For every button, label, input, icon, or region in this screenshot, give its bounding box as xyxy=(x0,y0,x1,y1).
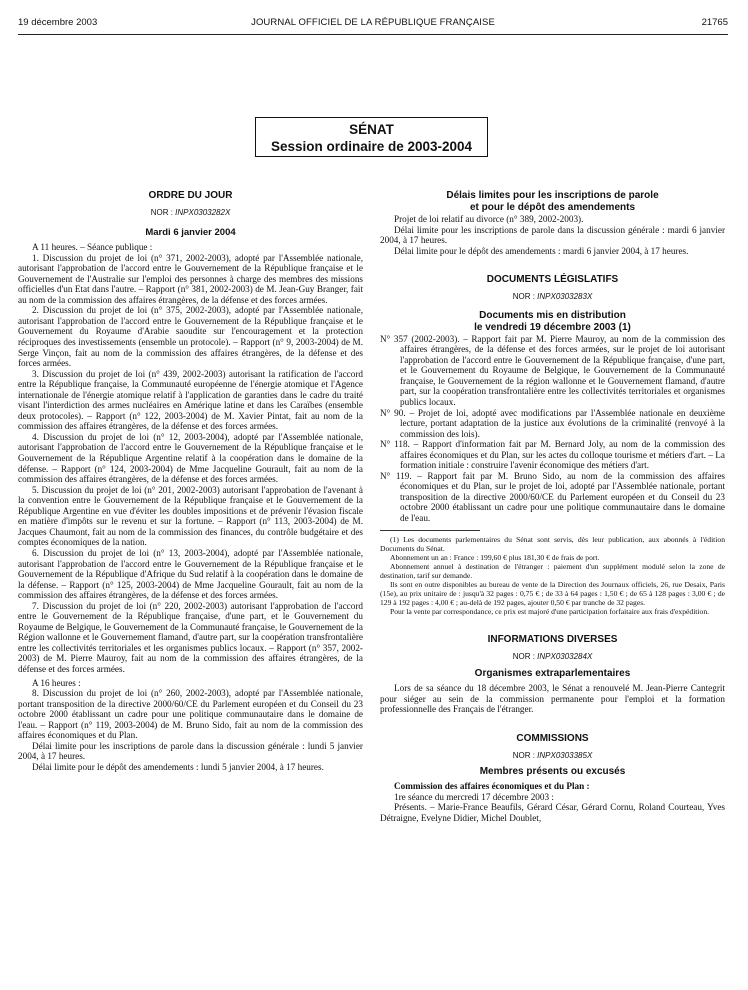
running-header xyxy=(18,18,728,30)
session-date: Mardi 6 janvier 2004 xyxy=(145,226,236,238)
time-slot-1: A 11 heures. – Séance publique : xyxy=(32,242,153,253)
delais-title: Délais limites pour les inscriptions de parole et pour le dépôt des amendements xyxy=(446,190,659,213)
document-item: N° 119. – Rapport fait par M. Bruno Sido, au nom de la commission des affaires économiques et du Plan, sur le projet de loi, adopté par l'Assemblée nationale, portant transposition de la directive 2000/60/CE du Parlement européen et du Conseil du 23 octobre 2000 établissant un cadre pour une politique communautaire dans le domaine de l'eau. xyxy=(380,470,725,524)
header-journal: JOURNAL OFFICIEL DE LA RÉPUBLIQUE FRANÇAISE xyxy=(251,17,495,28)
delais-inscriptions: Délai limite pour les inscriptions de parole dans la discussion générale : mardi 6 janvier 2004, à 17 heures. xyxy=(380,224,725,246)
senat-banner xyxy=(255,117,488,157)
informations-nor: NOR : INPX0303284X xyxy=(512,652,593,662)
document-item: N° 357 (2002-2003). – Rapport fait par M. Pierre Mauroy, au nom de la commission des affaires étrangères, de la défense et des forces armées, sur le projet de loi autorisant l'approbation de l'accord entre le Gouvernement de la République française, d'une part, et le Gouvernement du Royaume de Belgique, le Gouvernement de la Communauté française, le Gouvernement de la région wallonne et le Gouvernement flamand, d'autre part, sur la coopération transfrontalière entre les collectivités territoriales et organismes publics locaux. xyxy=(380,333,725,408)
footnote-rule xyxy=(380,530,480,531)
agenda-item: 8. Discussion du projet de loi (n° 260, 2002-2003), adopté par l'Assemblée nationale, portant transposition de la directive 2000/60/CE du Parlement européen et du Conseil du 23 octobre 2000 établissant un cadre pour une politique communautaire dans le domaine de l'eau. – Rapport (n° 119, 2003-2004) de M. Bruno Sido, fait au nom de la commission des affaires économiques et du Plan. xyxy=(18,688,363,741)
agenda-item: 7. Discussion du projet de loi (n° 220, 2002-2003) autorisant l'approbation de l'accord entre le Gouvernement de la République française, d'une part, et le Gouvernement du Royaume de Belgique, le Gouvernement de la Communauté française, le Gouvernement de la Région wallonne et le Gouvernement flamand, d'autre part, sur la coopération transfrontalière entre les collectivités territoriales et les organismes publics locaux. – Rapport (n° 357, 2002-2003) de M. Pierre Mauroy, fait au nom de la commission des affaires étrangères, de la défense et des forces armées. xyxy=(18,600,363,674)
agenda-item: 1. Discussion du projet de loi (n° 371, 2002-2003), adopté par l'Assemblée nationale, autorisant l'approbation de l'accord entre le Gouvernement de la République française et le Gouvernement de l'Australie sur l'emploi des personnes à charge des membres des missions officielles d'un Etat dans l'autre. – Rapport (n° 381, 2002-2003) de M. Jean-Guy Branger, fait au nom de la commission des affaires étrangères, de la défense et des forces armées. xyxy=(18,252,363,305)
membres-subtitle: Membres présents ou excusés xyxy=(479,766,626,778)
ordre-du-jour-nor: NOR : INPX0303282X xyxy=(150,208,231,217)
commissions-title: COMMISSIONS xyxy=(516,732,589,744)
documents-list xyxy=(380,334,725,524)
delai-amendements: Délai limite pour le dépôt des amendements : lundi 5 janvier 2004, à 17 heures. xyxy=(32,761,324,772)
header-rule xyxy=(18,34,728,35)
footnote: (1) Les documents parlementaires du Sénat sont servis, dès leur publication, aux abonnés à l'édition Documents du Sénat. Abonnement un an : France : 199,60 € plus 181,30 € de frais de port. Abonnement annuel à destination de l'étranger : paiement d'un supplément modulé selon la zone de destination, tarif sur demande. Ils sont en outre disponibles au bureau de vente de la Direction des Journaux officiels, 26, rue Desaix, Paris (15e), au prix unitaire de : jusqu'à 32 pages : 0,75 € ; de 33 à 64 pages : 1,50 € ; de 65 à 128 pages : 3,00 € ; de 129 à 192 pages : 4,00 € ; au-delà de 192 pages, ajouter 0,50 € par tranche de 32 pages. Pour la vente par correspondance, ce prix est majoré d'une participation forfaitaire aux frais d'expédition. xyxy=(380,534,725,617)
commissions-nor: NOR : INPX0303385X xyxy=(512,750,593,760)
commission-name: Commission des affaires économiques et du Plan : xyxy=(394,781,590,792)
banner-subtitle: Session ordinaire de 2003-2004 xyxy=(270,139,473,154)
header-page-number: 21765 xyxy=(701,17,728,28)
right-column xyxy=(380,190,725,823)
delais-projet: Projet de loi relatif au divorce (n° 389, 2002-2003). xyxy=(394,214,584,224)
document-item: N° 118. – Rapport d'information fait par M. Bernard Joly, au nom de la commission des affaires économiques et du Plan, sur les actes du colloque tourisme et métiers d'art. – La formation initiale : construire l'avenir économique des métiers d'art. xyxy=(380,439,725,471)
agenda-item: 4. Discussion du projet de loi (n° 12, 2003-2004), adopté par l'Assemblée nationale, autorisant l'approbation de l'accord entre le Gouvernement de la République française et le Gouvernement de la République Argentine relatif à la coopération dans le domaine de la défense. – Rapport (n° 124, 2003-2004) de Mme Jacqueline Gourault, fait au nom de la commission des affaires étrangères, de la défense et des forces armées. xyxy=(18,431,363,485)
agenda-item: 6. Discussion du projet de loi (n° 13, 2003-2004), adopté par l'Assemblée nationale, autorisant l'approbation de l'accord entre le Gouvernement de la République française et le Gouvernement de la République d'Afrique du Sud relatif à la coopération dans le domaine de la défense. – Rapport (n° 125, 2003-2004) de Mme Jacqueline Gourault, fait au nom de la commission des affaires étrangères, de la défense et des forces armées. xyxy=(18,547,363,601)
seance-date: 1re séance du mercredi 17 décembre 2003 : xyxy=(394,791,554,802)
ordre-du-jour-title: ORDRE DU JOUR xyxy=(148,190,233,201)
banner-title: SÉNAT xyxy=(349,122,394,137)
delai-inscriptions: Délai limite pour les inscriptions de parole dans la discussion générale : lundi 5 janvier 2004, à 17 heures. xyxy=(18,740,363,762)
documents-subtitle: Documents mis en distribution le vendredi 19 décembre 2003 (1) xyxy=(474,309,631,333)
agenda-item: 3. Discussion du projet de loi (n° 439, 2002-2003) autorisant la ratification de l'accord entre la République française, la Communauté européenne de l'énergie atomique et l'Agence internationale de l'énergie atomique relatif à l'application de garanties dans le cadre du traité visant l'interdiction des armes nucléaires en Amérique latine et dans les Caraïbes (ensemble deux protocoles). – Rapport (n° 122, 2003-2004) de M. Xavier Pintat, fait au nom de la commission des affaires étrangères, de la défense et des forces armées. xyxy=(18,368,363,432)
organismes-text: Lors de sa séance du 18 décembre 2003, le Sénat a renouvelé M. Jean-Pierre Cantegrit pour siéger au sein de la commission permanente pour l'emploi et la formation professionnelle des Français de l'étranger. xyxy=(380,682,725,715)
documents-nor: NOR : INPX0303283X xyxy=(512,292,593,302)
time-slot-2: A 16 heures : xyxy=(32,677,81,688)
left-column xyxy=(18,190,363,772)
document-item: N° 90. – Projet de loi, adopté avec modifications par l'Assemblée nationale en deuxième lecture, portant adaptation de la justice aux évolutions de la criminalité (renvoyé à la commission des lois). xyxy=(380,407,725,439)
header-date: 19 décembre 2003 xyxy=(18,17,98,28)
agenda-item: 5. Discussion du projet de loi (n° 201, 2002-2003) autorisant l'approbation de l'avenant à la convention entre le Gouvernement de la République française et le Gouvernement de la République Argentine en vue d'éviter les doubles impositions et de prévenir l'évasion fiscale en matière d'impôts sur le revenu et sur la fortune. – Rapport (n° 113, 2003-2004) de M. Jacques Chaumont, fait au nom de la commission des finances, du contrôle budgétaire et des comptes économiques de la nation. xyxy=(18,484,363,548)
agenda-items xyxy=(18,253,363,675)
informations-diverses-title: INFORMATIONS DIVERSES xyxy=(487,634,618,646)
presents-list: Présents. – Marie-France Beaufils, Gérard César, Gérard Cornu, Roland Courteau, Yves Détraigne, Evelyne Didier, Michel Doublet, xyxy=(380,802,725,823)
delais-amendements: Délai limite pour le dépôt des amendements : mardi 6 janvier 2004, à 17 heures. xyxy=(394,245,689,256)
documents-legislatifs-title: DOCUMENTS LÉGISLATIFS xyxy=(486,274,619,286)
organismes-subtitle: Organismes extraparlementaires xyxy=(474,667,631,679)
agenda-item: 2. Discussion du projet de loi (n° 375, 2002-2003), adopté par l'Assemblée nationale, autorisant l'approbation de l'accord entre le Gouvernement de la République française et le Gouvernement du Royaume d'Arabie saoudite sur l'encouragement et la protection réciproques des investissements (ensemble un protocole). – Rapport (n° 9, 2003-2004) de M. Serge Vinçon, fait au nom de la commission des affaires étrangères, de la défense et des forces armées. xyxy=(18,305,363,369)
